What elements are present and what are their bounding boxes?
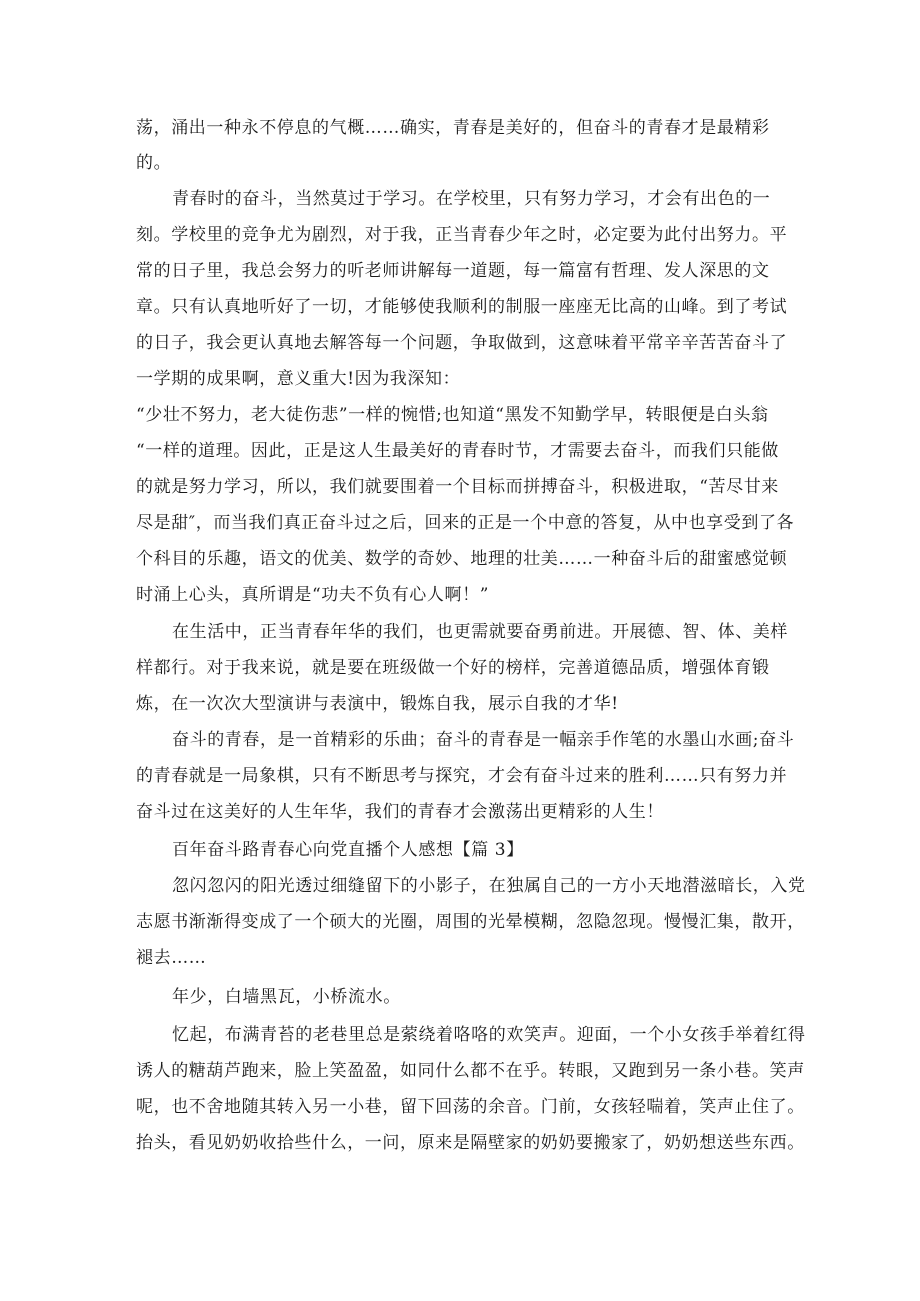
text-line: 奋斗过在这美好的人生年华，我们的青春才会激荡出更精彩的人生！ — [136, 802, 664, 822]
text-line: 刻。学校里的竞争尤为剧烈，对于我，正当青春少年之时，必定要为此付出努力。平 — [136, 225, 788, 245]
text-line: 忽闪忽闪的阳光透过细缝留下的小影子，在独属自己的一方小天地潜滋暗长，入党 — [172, 876, 806, 896]
text-line: “少壮不努力，老大徒伤悲”一样的惋惜;也知道“黑发不知勤学早，转眼便是白头翁 — [136, 405, 769, 425]
text-line: 的。 — [136, 153, 172, 173]
text-line: 尽是甜″，而当我们真正奋斗过之后，回来的正是一个中意的答复，从中也享受到了各 — [136, 513, 795, 533]
text-line: 志愿书渐渐得变成了一个硕大的光圈，周围的光晕模糊，忽隐忽现。慢慢汇集，散开， — [136, 912, 805, 932]
text-line: 常的日子里，我总会努力的听老师讲解每一道题，每一篇富有哲理、发人深思的文 — [136, 261, 770, 281]
text-line: 褪去…… — [136, 948, 207, 968]
text-line: 抬头，看见奶奶收拾些什么，一问，原来是隔壁家的奶奶要搬家了，奶奶想送些东西。 — [136, 1133, 805, 1153]
text-line: 忆起，布满青苔的老巷里总是萦绕着咯咯的欢笑声。迎面，一个小女孩手举着红得 — [172, 1025, 806, 1045]
text-line: 的日子，我会更认真地去解答每一个问题，争取做到，这意味着平常辛辛苦苦奋斗了 — [136, 333, 788, 353]
text-line: 样都行。对于我来说，就是要在班级做一个好的榜样，完善道德品质，增强体育锻 — [136, 658, 770, 678]
text-line: 呢，也不舍地随其转入另一小巷，留下回荡的余音。门前，女孩轻喘着，笑声止住了。 — [136, 1097, 805, 1117]
text-line: “一样的道理。因此，正是这人生最美好的青春时节，才需要去奋斗，而我们只能做 — [136, 441, 779, 461]
text-line: 荡，涌出一种永不停息的气概……确实，青春是美好的，但奋斗的青春才是最精彩 — [136, 118, 770, 138]
text-line: 时涌上心头，真所谓是“功夫不负有心人啊！” — [136, 585, 489, 605]
text-line: 一学期的成果啊，意义重大!因为我深知： — [136, 369, 461, 389]
text-line: 年少，白墙黑瓦，小桥流水。 — [172, 987, 401, 1007]
text-line: 的就是努力学习，所以，我们就要围着一个目标而拼搏奋斗，积极进取，“苦尽甘来 — [136, 477, 779, 497]
text-line: 章。只有认真地听好了一切，才能够使我顺利的制服一座座无比高的山峰。到了考试 — [136, 297, 788, 317]
text-line: 的青春就是一局象棋，只有不断思考与探究，才会有奋斗过来的胜利……只有努力并 — [136, 766, 788, 786]
section-heading: 百年奋斗路青春心向党直播个人感想【篇 3】 — [172, 840, 524, 860]
text-line: 个科目的乐趣，语文的优美、数学的奇妙、地理的壮美……一种奋斗后的甜蜜感觉顿 — [136, 549, 788, 569]
text-line: 奋斗的青春，是一首精彩的乐曲；奋斗的青春是一幅亲手作笔的水墨山水画;奋斗 — [172, 730, 795, 750]
text-line: 炼，在一次次大型演讲与表演中，锻炼自我，展示自我的才华! — [136, 694, 619, 714]
text-line: 诱人的糖葫芦跑来，脸上笑盈盈，如同什么都不在乎。转眼，又跑到另一条小巷。笑声 — [136, 1061, 805, 1081]
text-line: 在生活中，正当青春年华的我们，也更需就要奋勇前进。开展德、智、体、美样 — [172, 622, 788, 642]
text-line: 青春时的奋斗，当然莫过于学习。在学校里，只有努力学习，才会有出色的一 — [172, 189, 771, 209]
